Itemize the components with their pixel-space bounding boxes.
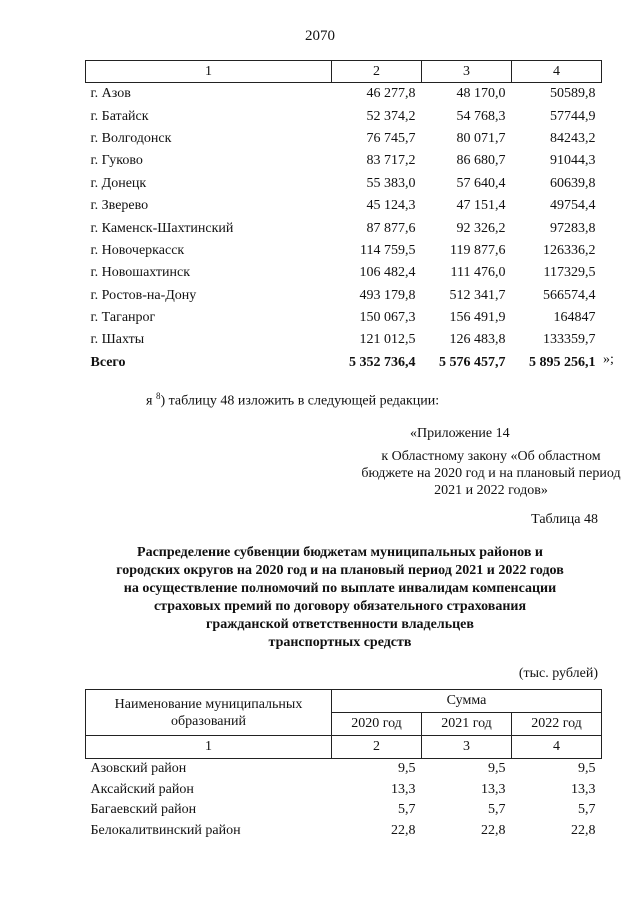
- value-cell: 76 745,7: [366, 130, 416, 146]
- table-row: [86, 759, 602, 780]
- municipality-name: г. Каменск-Шахтинский: [90, 220, 234, 236]
- name-column-header: Наименование муниципальных образований: [86, 690, 332, 736]
- table-row: [86, 307, 602, 329]
- appendix-reference: к Областному закону «Об областном бюджете на 2020 год и на плановый период 2021 и 2022 годов»: [361, 449, 621, 498]
- column-index: 4: [512, 61, 602, 83]
- value-cell: 566574,4: [543, 287, 596, 303]
- value-cell: 57 640,4: [456, 175, 506, 191]
- value-cell: 84243,2: [550, 130, 596, 146]
- value-cell: 91044,3: [550, 153, 596, 169]
- table-label: Таблица 48: [531, 512, 598, 527]
- value-cell: 13,3: [481, 781, 506, 797]
- value-cell: 22,8: [391, 822, 416, 838]
- closing-quote: »;: [603, 352, 614, 367]
- table-row: [86, 262, 602, 284]
- sum-header: Сумма: [332, 690, 602, 713]
- value-cell: 54 768,3: [456, 108, 506, 124]
- title-line: Распределение субвенции бюджетам муниципальных районов и: [137, 545, 543, 560]
- district-name: Белокалитвинский район: [90, 822, 241, 838]
- table-row: [86, 329, 602, 351]
- value-cell: 22,8: [481, 822, 506, 838]
- paragraph-text: ) таблицу 48 изложить в следующей редакции:: [160, 393, 440, 409]
- municipality-name: г. Зверево: [90, 198, 149, 214]
- municipality-name: г. Батайск: [90, 108, 149, 124]
- total-row: [86, 352, 602, 374]
- value-cell: 126 483,8: [449, 332, 506, 348]
- value-cell: 5,7: [578, 802, 596, 818]
- value-cell: 52 374,2: [366, 108, 416, 124]
- value-cell: 111 476,0: [450, 265, 506, 281]
- column-index: 1: [86, 736, 332, 759]
- value-cell: 133359,7: [543, 332, 596, 348]
- municipality-name: г. Новошахтинск: [90, 265, 191, 281]
- municipality-name: г. Донецк: [90, 175, 147, 191]
- value-cell: 117329,5: [543, 265, 596, 281]
- municipal-table-continued: [85, 60, 602, 374]
- column-index: 1: [86, 61, 332, 83]
- table-row: [86, 217, 602, 239]
- municipality-name: г. Азов: [90, 86, 131, 102]
- value-cell: 50589,8: [550, 86, 596, 102]
- value-cell: 512 341,7: [449, 287, 506, 303]
- title-line: гражданской ответственности владельцев: [206, 617, 474, 632]
- district-name: Азовский район: [90, 761, 187, 777]
- title-line: страховых премий по договору обязательного страхования: [153, 599, 527, 614]
- table-row: [86, 128, 602, 150]
- municipality-name: г. Шахты: [90, 332, 145, 348]
- value-cell: 97283,8: [550, 220, 596, 236]
- value-cell: 46 277,8: [366, 86, 416, 102]
- column-index: 2: [332, 736, 422, 759]
- appendix-block: [360, 425, 640, 499]
- value-cell: 60639,8: [550, 175, 596, 191]
- year-header: 2021 год: [422, 713, 512, 736]
- value-cell: 92 326,2: [456, 220, 506, 236]
- value-cell: 55 383,0: [366, 175, 416, 191]
- district-name: Багаевский район: [90, 802, 197, 818]
- appendix-title: «Приложение 14: [410, 426, 510, 441]
- value-cell: 49754,4: [550, 198, 596, 214]
- column-index-row: [86, 736, 602, 759]
- value-cell: 119 877,6: [450, 242, 506, 258]
- total-value: 5 895 256,1: [529, 354, 596, 370]
- table-title: [90, 544, 590, 652]
- column-index-row: [86, 61, 602, 83]
- table-row: [86, 173, 602, 195]
- value-cell: 9,5: [578, 761, 596, 777]
- column-index: 3: [422, 61, 512, 83]
- table-row: [86, 105, 602, 127]
- title-line: городских округов на 2020 год и на плановый период 2021 и 2022 годов: [116, 563, 564, 578]
- table-row: [86, 240, 602, 262]
- value-cell: 47 151,4: [456, 198, 506, 214]
- total-value: 5 352 736,4: [349, 354, 416, 370]
- table-row: [86, 821, 602, 842]
- column-index: 4: [512, 736, 602, 759]
- municipality-name: г. Таганрог: [90, 310, 156, 326]
- value-cell: 114 759,5: [360, 242, 416, 258]
- year-header: 2020 год: [332, 713, 422, 736]
- total-label: Всего: [90, 354, 126, 370]
- paragraph-number: 8: [155, 391, 161, 401]
- value-cell: 5,7: [398, 802, 416, 818]
- value-cell: 57744,9: [550, 108, 596, 124]
- municipality-name: г. Волгодонск: [90, 130, 172, 146]
- units-label: (тыс. рублей): [518, 666, 598, 681]
- municipality-name: г. Ростов-на-Дону: [90, 287, 197, 303]
- subvention-table: [85, 689, 602, 841]
- municipality-name: г. Новочеркасск: [90, 242, 185, 258]
- value-cell: 106 482,4: [359, 265, 416, 281]
- table-row: [86, 150, 602, 172]
- column-index: 2: [332, 61, 422, 83]
- amendment-paragraph: [146, 391, 439, 410]
- value-cell: 9,5: [398, 761, 416, 777]
- table-row: [86, 800, 602, 821]
- year-header: 2022 год: [512, 713, 602, 736]
- table-row: [86, 780, 602, 801]
- table-row: [86, 83, 602, 106]
- value-cell: 86 680,7: [456, 153, 506, 169]
- title-line: на осуществление полномочий по выплате инвалидам компенсации: [123, 581, 557, 596]
- value-cell: 22,8: [571, 822, 596, 838]
- value-cell: 150 067,3: [359, 310, 416, 326]
- title-line: транспортных средств: [268, 635, 412, 650]
- value-cell: 83 717,2: [366, 153, 416, 169]
- value-cell: 5,7: [488, 802, 506, 818]
- value-cell: 9,5: [488, 761, 506, 777]
- table-row: [86, 285, 602, 307]
- total-value: 5 576 457,7: [439, 354, 506, 370]
- value-cell: 13,3: [391, 781, 416, 797]
- page-number: 2070: [305, 28, 335, 44]
- value-cell: 493 179,8: [359, 287, 416, 303]
- value-cell: 80 071,7: [456, 130, 506, 146]
- value-cell: 45 124,3: [366, 198, 416, 214]
- district-name: Аксайский район: [90, 781, 194, 797]
- value-cell: 87 877,6: [366, 220, 416, 236]
- paragraph-prefix: я: [146, 393, 153, 409]
- value-cell: 13,3: [571, 781, 596, 797]
- value-cell: 164847: [553, 310, 596, 326]
- value-cell: 48 170,0: [456, 86, 506, 102]
- municipality-name: г. Гуково: [90, 153, 143, 169]
- value-cell: 156 491,9: [449, 310, 506, 326]
- value-cell: 126336,2: [543, 242, 596, 258]
- column-index: 3: [422, 736, 512, 759]
- header-row: [86, 690, 602, 713]
- value-cell: 121 012,5: [359, 332, 416, 348]
- table-row: [86, 195, 602, 217]
